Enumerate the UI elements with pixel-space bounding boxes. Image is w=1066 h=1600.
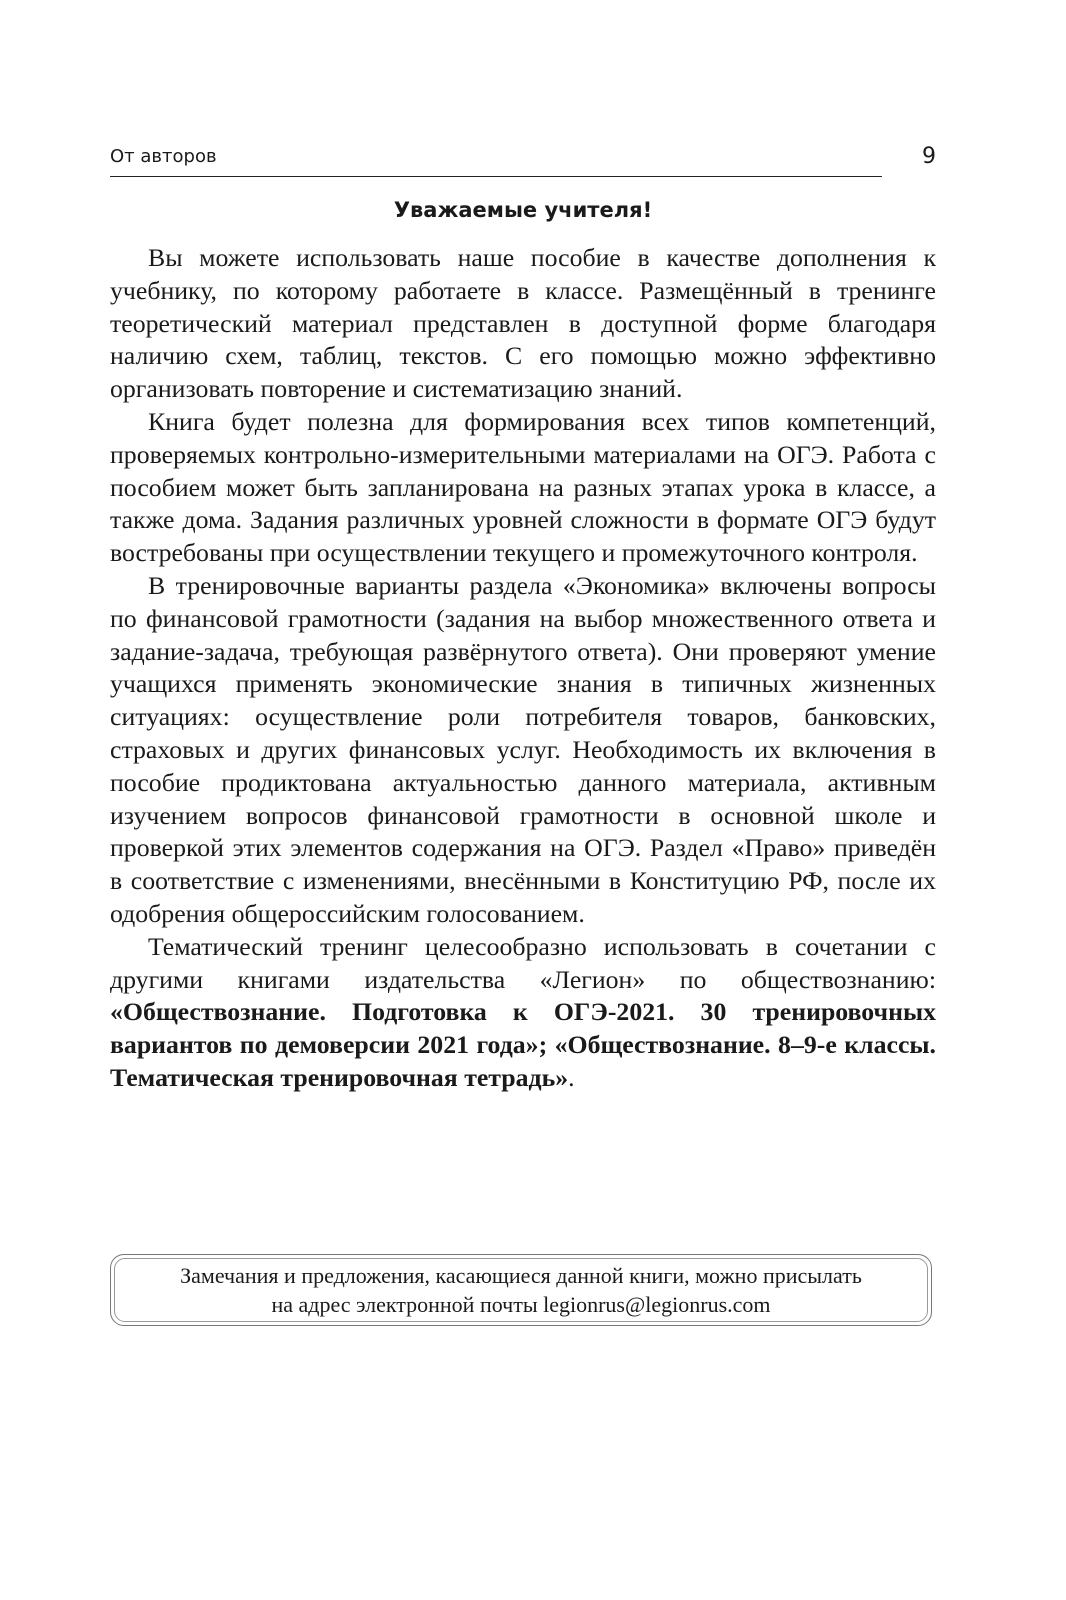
notice-line-1: Замечания и предложения, касающиеся данной книги, можно присылать	[180, 1263, 862, 1288]
title-separator: ;	[538, 1030, 555, 1060]
paragraph: Вы можете использовать наше пособие в качестве дополнения к учебнику, по которому работаете в классе. Размещённый в тренинге теоретический материал представлен в доступной форме благодаря наличию схем, таблиц, текстов. С его помощью можно эффективно организовать повторение и систематизацию знаний.	[110, 243, 936, 404]
section-heading: Уважаемые учителя!	[393, 198, 653, 222]
page-number: 9	[922, 144, 936, 169]
paragraph-end: .	[568, 1062, 575, 1092]
notice-box	[110, 1254, 932, 1326]
notice-inner-frame	[114, 1258, 928, 1322]
paragraph: Книга будет полезна для формирования всех типов компетенций, проверяемых контрольно-измерительными материалами на ОГЭ. Работа с пособием может быть запланирована на разных этапах урока в классе, а также дома. Задания различных уровней сложности в формате ОГЭ будут востребованы при осуществлении текущего и промежуточного контроля.	[110, 406, 936, 568]
running-title: От авторов	[110, 146, 217, 167]
body-text	[110, 242, 936, 1095]
paragraph-intro: Тематический тренинг целесообразно использовать в сочетании с другими книгами издательства «Легион» по обществознанию:	[110, 931, 936, 994]
notice-line-2: на адрес электронной почты legionrus@legionrus.com	[271, 1292, 771, 1317]
paragraph-last	[110, 931, 936, 1095]
notice-text	[180, 1261, 862, 1319]
book-title-2: «Обществознание. 8–9-е классы. Тематическая тренировочная тетрадь»	[110, 1030, 936, 1092]
header-rule	[110, 176, 882, 177]
book-title-1: «Обществознание. Подготовка к ОГЭ-2021. 30 тренировочных вариантов по демоверсии 2021 года»	[110, 997, 936, 1060]
paragraph: В тренировочные варианты раздела «Экономика» включены вопросы по финансовой грамотности (задания на выбор множественного ответа и задание-задача, требующая развёрнутого ответа). Они проверяют умение учащихся применять экономические знания в типичных жизненных ситуациях: осуществление роли потребителя товаров, банковских, страховых и других финансовых услуг. Необходимость их включения в пособие продиктована актуальностью данного материала, активным изучением вопросов финансовой грамотности в основной школе и проверкой этих элементов содержания на ОГЭ. Раздел «Право» приведён в соответствие с изменениями, внесёнными в Конституцию РФ, после их одобрения общероссийским голосованием.	[110, 570, 936, 928]
